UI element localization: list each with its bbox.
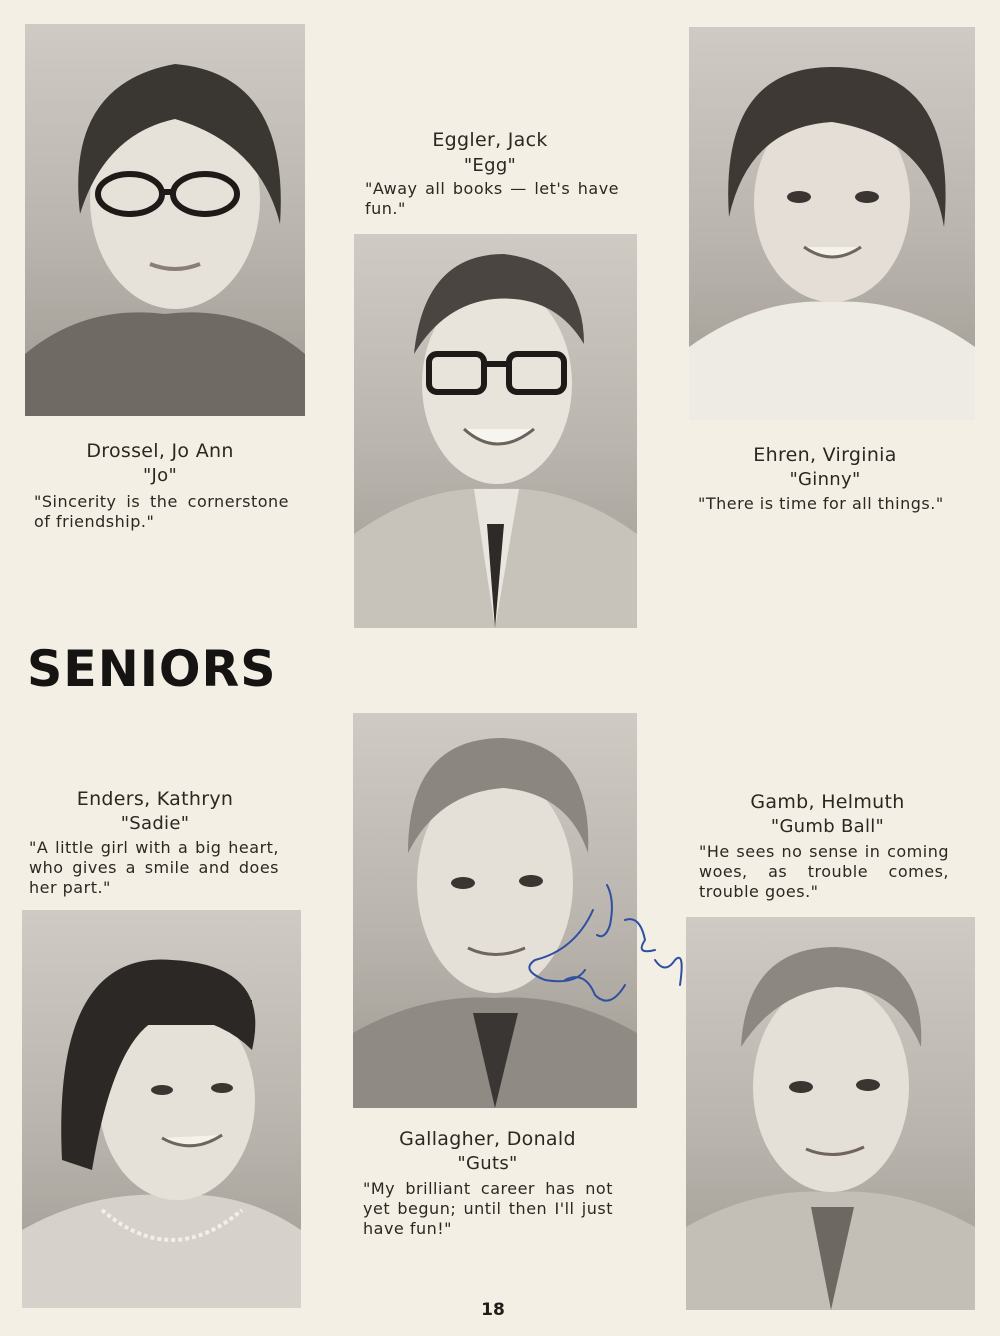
portrait-enders <box>22 910 301 1308</box>
student-name-gallagher: Gallagher, Donald <box>399 1128 576 1150</box>
student-name-enders: Enders, Kathryn <box>76 788 234 810</box>
student-nickname-gamb: "Gumb Ball" <box>770 816 885 837</box>
student-nickname-enders: "Sadie" <box>120 813 190 834</box>
student-nickname-eggler: "Egg" <box>463 155 517 176</box>
student-quote-gallagher: "My brilliant career has not yet begun; until then I'll just have fun!" <box>363 1179 613 1238</box>
handwritten-signature <box>515 880 695 1020</box>
portrait-drossel <box>25 24 305 416</box>
student-quote-enders: "A little girl with a big heart, who gives a smile and does her part." <box>29 838 279 897</box>
section-title: SENIORS <box>27 640 277 698</box>
student-name-eggler: Eggler, Jack <box>432 129 548 151</box>
student-quote-gamb: "He sees no sense in coming woes, as trouble comes, trouble goes." <box>699 842 949 901</box>
student-name-gamb: Gamb, Helmuth <box>750 791 905 813</box>
portrait-gamb <box>686 917 975 1310</box>
portrait-ehren <box>689 27 975 420</box>
student-nickname-gallagher: "Guts" <box>457 1153 518 1174</box>
student-name-drossel: Drossel, Jo Ann <box>86 440 234 462</box>
student-quote-drossel: "Sincerity is the cornerstone of friendship." <box>34 492 289 531</box>
page-number: 18 <box>481 1300 505 1320</box>
student-quote-eggler: "Away all books — let's have fun." <box>365 179 619 218</box>
student-name-ehren: Ehren, Virginia <box>753 444 897 466</box>
student-quote-ehren: "There is time for all things." <box>698 494 944 513</box>
portrait-eggler <box>354 234 637 628</box>
student-nickname-drossel: "Jo" <box>142 465 178 486</box>
student-nickname-ehren: "Ginny" <box>789 469 861 490</box>
